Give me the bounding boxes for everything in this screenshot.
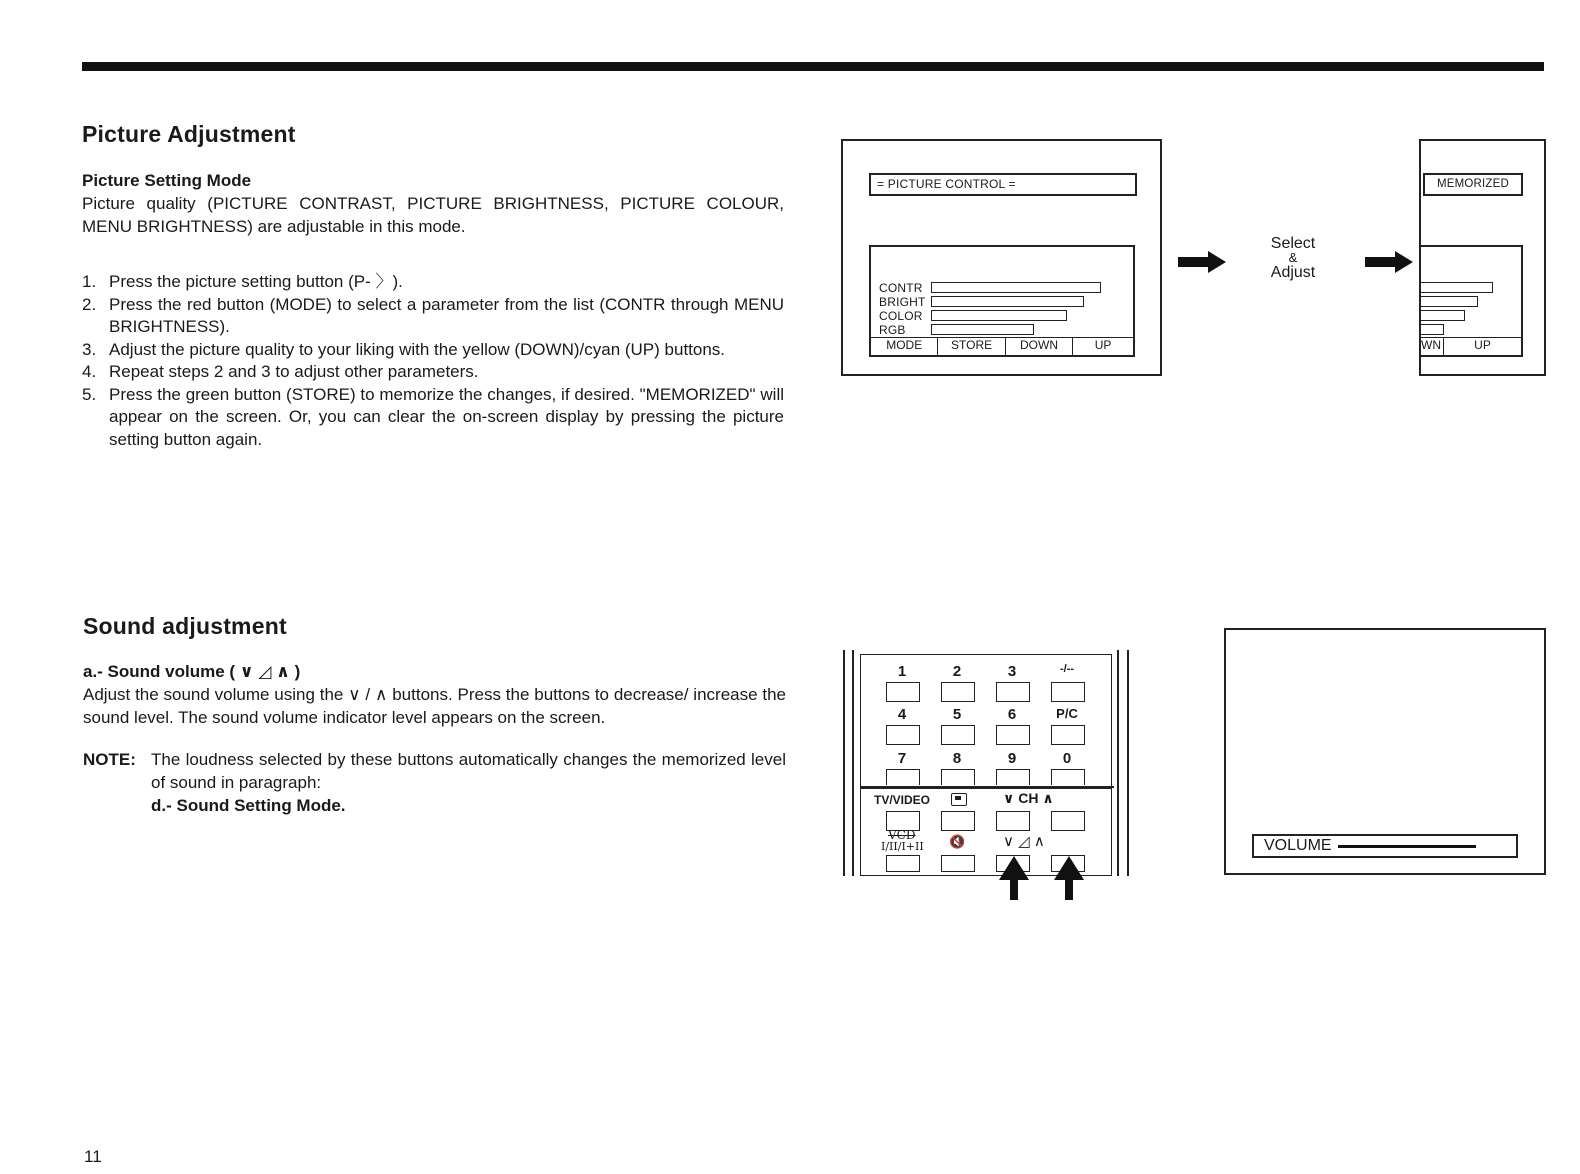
channel-down-button[interactable] [996, 811, 1030, 831]
key-label: 4 [897, 706, 907, 723]
down-button[interactable]: DOWN [1005, 338, 1072, 355]
volume-screen [1224, 628, 1546, 875]
param-label: RGB [879, 323, 906, 337]
picture-subtitle: Picture Setting Mode [82, 171, 252, 190]
note-text: The loudness selected by these buttons automatically changes the memorized level of sound in paragraph: [151, 750, 786, 792]
mute-button[interactable] [941, 855, 975, 872]
picture-steps [82, 271, 784, 451]
sound-section-title: Sound adjustment [83, 613, 287, 639]
mode-button[interactable]: MODE [886, 338, 923, 352]
mute-icon: 🔇 [949, 834, 966, 849]
key-pc-button[interactable] [1051, 725, 1085, 745]
right-arrow-icon [1365, 251, 1415, 273]
volume-indicator [1252, 834, 1518, 858]
key-1-button[interactable] [886, 682, 920, 702]
select-adjust-label: Select & Adjust [1270, 235, 1316, 281]
picture-intro: Picture quality (PICTURE CONTRAST, PICTURE BRIGHTNESS, PICTURE COLOUR, MENU BRIGHTNESS) are adjustable in this mode. [82, 194, 784, 236]
key-9-button[interactable] [996, 769, 1030, 785]
memorized-level-bar [1419, 296, 1478, 307]
step-item: 3. Adjust the picture quality to your liking with the yellow (DOWN)/cyan (UP) buttons. [82, 339, 726, 359]
memorized-level-bar [1419, 310, 1465, 321]
note-label: NOTE: [83, 750, 136, 769]
memorized-button-row [1419, 337, 1521, 355]
volume-label: VOLUME [1264, 837, 1332, 854]
picture-control-screen [841, 139, 1162, 376]
up-button[interactable]: UP [1443, 338, 1521, 355]
key-label: 3 [1007, 663, 1017, 680]
up-arrow-icon [996, 856, 1032, 902]
dual-sound-label: I/II/I+II [881, 840, 924, 853]
key-7-button[interactable] [886, 769, 920, 785]
param-label: CONTR [879, 281, 923, 295]
up-arrow-icon [1051, 856, 1087, 902]
param-level-bar [931, 310, 1067, 321]
screen-button[interactable] [941, 811, 975, 831]
memorized-params-panel [1419, 245, 1523, 357]
key-label: 9 [1007, 750, 1017, 767]
key-2-button[interactable] [941, 682, 975, 702]
channel-up-button[interactable] [1051, 811, 1085, 831]
right-arrow-icon [1178, 251, 1228, 273]
channel-label: ∨ CH ∧ [1003, 790, 1054, 806]
key-8-button[interactable] [941, 769, 975, 785]
param-level-bar [931, 324, 1034, 335]
key-4-button[interactable] [886, 725, 920, 745]
volume-keys-label: ∨ ◿ ∧ [1003, 833, 1045, 850]
picture-params-panel [869, 245, 1135, 357]
picture-section-title: Picture Adjustment [82, 121, 296, 147]
key-label: P/C [1056, 706, 1078, 721]
tv-video-label: TV/VIDEO [874, 793, 931, 807]
vcd-label: VCD [888, 828, 916, 842]
step-item: 5. Press the green button (STORE) to memorize the changes, if desired. "MEMORIZED" will appear on the screen. Or, you can clear the on-screen display by pressing the picture setting button again. [82, 384, 784, 449]
up-button[interactable]: UP [1072, 338, 1133, 355]
key-label: -/-- [1059, 663, 1075, 675]
sound-subtitle: a.- Sound volume ( ∨ ◿ ∧ ) [83, 662, 301, 681]
page-number: 11 [84, 1147, 102, 1166]
key-label: 2 [952, 663, 962, 680]
param-label: BRIGHT [879, 295, 926, 309]
header-rule [82, 62, 1544, 71]
key-6-button[interactable] [996, 725, 1030, 745]
param-level-bar [931, 296, 1084, 307]
step-item: 1. Press the picture setting button (P- 〉). [82, 272, 403, 291]
key-label: 8 [952, 750, 962, 767]
key-label: 7 [897, 750, 907, 767]
memorized-level-bar [1419, 282, 1493, 293]
key-3-button[interactable] [996, 682, 1030, 702]
sound-note [83, 748, 786, 817]
note-reference: d.- Sound Setting Mode. [151, 796, 346, 815]
step-item: 2. Press the red button (MODE) to select a parameter from the list (CONTR through MENU BRIGHTNESS). [82, 294, 784, 336]
picture-control-header: = PICTURE CONTROL = [869, 173, 1137, 196]
key-label: 6 [1007, 706, 1017, 723]
memorized-level-bar [1419, 324, 1444, 335]
dual-sound-button[interactable] [886, 855, 920, 872]
param-label: COLOR [879, 309, 923, 323]
key-0-button[interactable] [1051, 769, 1085, 785]
param-labels [879, 281, 926, 337]
picture-button-row [871, 337, 1133, 355]
memorized-header: MEMORIZED [1423, 173, 1523, 196]
key-5-button[interactable] [941, 725, 975, 745]
store-button[interactable]: STORE [937, 338, 1004, 355]
sound-intro: Adjust the sound volume using the ∨ / ∧ buttons. Press the buttons to decrease/ increase the sound level. The sound volume indicator level appears on the screen. [83, 685, 786, 727]
key-label: 1 [897, 663, 907, 680]
remote-control [843, 650, 1133, 880]
down-button[interactable]: WN [1421, 338, 1441, 352]
step-item: 4. Repeat steps 2 and 3 to adjust other parameters. [82, 362, 479, 381]
memorized-screen [1419, 139, 1546, 376]
param-level-bar [931, 282, 1101, 293]
key-label: 0 [1062, 750, 1072, 767]
volume-level-bar [1338, 845, 1476, 848]
key-dash-button[interactable] [1051, 682, 1085, 702]
key-label: 5 [952, 706, 962, 723]
screen-icon [951, 793, 967, 806]
